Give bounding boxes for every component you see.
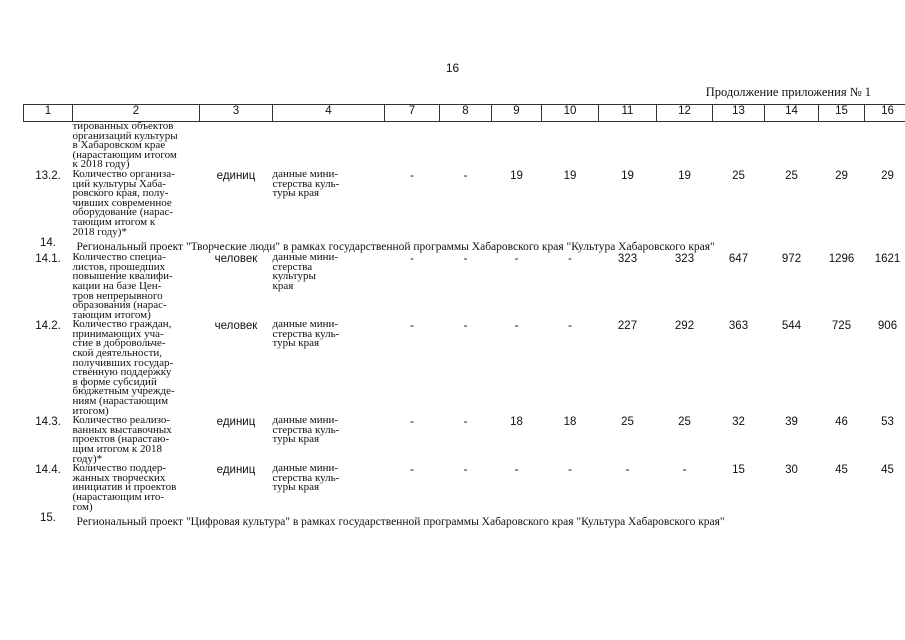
value-cell: - [463,416,468,429]
column-header-7: 7 [385,105,440,122]
text-line: Количество организа- [72,167,175,180]
value-cell: 25 [621,416,634,429]
column-header-11: 11 [599,105,657,122]
text-line: проектов (нарастаю- [72,433,170,446]
text-line: бюджетным учрежде- [72,385,175,398]
value-cell: - [625,464,630,477]
text-line: туры края [272,481,320,494]
value-cell: 32 [732,416,745,429]
text-line: туры края [272,433,320,446]
row-index: 14.4. [35,464,61,477]
text-line: стерства [272,260,313,273]
indicators-table [23,104,905,528]
text-line: ванных выставочных [72,423,172,436]
row-index: 13.2. [35,169,61,182]
value-cell: 323 [617,253,638,266]
value-cell: 25 [785,169,798,182]
page-number: 16 [445,61,460,75]
value-cell: 323 [674,253,695,266]
text-line: (нарастающим ито- [72,490,165,503]
value-cell: - [514,464,519,477]
value-cell: 972 [781,253,802,266]
text-line: тированных объектов [72,120,174,132]
text-line: края [272,279,294,292]
value-cell: 227 [617,320,638,333]
column-header-9: 9 [492,105,542,122]
text-line: повышение квалифи- [72,270,173,283]
value-cell: 15 [732,464,745,477]
value-cell: 906 [877,320,898,333]
text-line: стерства куль- [272,327,340,340]
source-cell [273,253,385,320]
text-line: в форме субсидий [72,375,157,388]
text-line: кации на базе Цен- [72,279,162,292]
value-cell: 25 [732,169,745,182]
indicator-name [73,253,200,320]
text-line: Количество поддер- [72,462,167,475]
row-index: 14.2. [35,320,61,333]
text-line: к 2018 году) [72,158,130,171]
value-cell: 46 [835,416,848,429]
value-cell: 29 [835,169,848,182]
value-cell: - [410,320,414,333]
text-line: листов, прошедших [72,260,166,273]
value-cell: 45 [881,464,894,477]
text-line: принимающих уча- [72,327,164,340]
text-line: данные мини- [272,462,339,475]
row-index: 14.3. [35,416,61,429]
text-line: данные мини- [272,414,339,427]
text-line: инициатив и проектов [72,481,177,494]
indicator-row [24,170,905,237]
value-cell: - [682,464,687,477]
value-cell: 544 [781,320,802,333]
text-line: данные мини- [272,318,339,331]
value-cell: - [568,464,572,477]
unit-cell: человек [214,320,258,333]
value-cell: - [568,253,572,266]
value-cell: 725 [831,320,852,333]
text-line: тров непрерывного [72,289,163,302]
value-cell: - [514,253,519,266]
value-cell: - [463,320,468,333]
value-cell: 53 [881,416,894,429]
value-cell: 363 [728,320,749,333]
value-cell: - [463,464,468,477]
column-header-3: 3 [200,105,273,122]
value-cell: - [410,464,414,477]
text-line: данные мини- [272,167,339,180]
indicator-row [24,253,905,320]
text-line: щим итогом к 2018 [72,443,162,455]
row-index: 14.1. [35,253,61,266]
value-cell: - [463,253,468,266]
indicator-name [73,464,200,512]
text-line: году)* [72,452,103,465]
unit-cell: единиц [216,416,256,429]
text-line: тающим итогом к [72,215,156,228]
text-line: туры края [272,187,320,200]
value-cell: - [463,169,468,182]
text-line: образования (нарас- [72,299,167,312]
indicator-row [24,464,905,512]
source-cell [273,416,385,464]
text-line: тающим итогом) [72,308,151,321]
text-line: ровского края, полу- [72,187,169,200]
text-line: Количество специа- [72,251,166,264]
value-cell: - [514,320,519,333]
text-line: Количество реализо- [72,414,171,427]
project-title: Региональный проект "Цифровая культура" в рамках государственной программы Хабаровского края "Культура Хабаровского края" [76,516,725,529]
text-line: оборудование (нарас- [72,206,174,219]
row-index: 14. [40,237,56,250]
value-cell: 19 [563,169,577,182]
table-header-row [24,105,905,122]
value-cell: 647 [728,253,749,266]
text-line: стерства куль- [272,423,340,436]
indicator-row [24,320,905,416]
unit-cell: единиц [216,464,256,477]
text-line: данные мини- [272,251,339,264]
unit-cell: единиц [216,169,256,182]
continued-indicator-text [73,122,200,170]
text-line: в Хабаровском крае [72,139,166,152]
text-line: культуры [272,270,316,283]
text-line: стерства куль- [272,471,340,484]
column-header-13: 13 [713,105,765,122]
text-line: ций культуры Хаба- [72,177,166,190]
project-title: Региональный проект "Творческие люди" в рамках государственной программы Хабаровского края "Культура Хабаровского края" [76,241,715,254]
value-cell: 1621 [874,253,901,266]
text-line: (нарастающим итогом [72,148,177,161]
text-line: стие в добровольче- [72,337,166,350]
column-header-1: 1 [24,105,73,122]
source-cell [273,464,385,512]
text-line: чивших современное [72,196,172,209]
value-cell: 19 [678,169,691,182]
unit-cell: человек [214,253,258,266]
column-header-12: 12 [657,105,713,122]
value-cell: 30 [785,464,798,477]
column-header-16: 16 [865,105,905,122]
value-cell: 39 [785,416,798,429]
text-line: ской деятельности, [72,347,163,360]
value-cell: 19 [510,169,523,182]
value-cell: - [410,169,414,182]
source-cell [273,320,385,416]
value-cell: 29 [881,169,894,182]
text-line: жанных творческих [72,471,166,484]
indicator-name [73,320,200,416]
value-cell: 1296 [828,253,855,266]
continued-row [24,122,905,170]
value-cell: 25 [678,416,691,429]
value-cell: 18 [563,416,577,429]
text-line: Количество граждан, [72,318,172,331]
value-cell: - [410,416,414,429]
column-header-8: 8 [440,105,492,122]
text-line: ниям (нарастающим [72,395,169,408]
column-header-10: 10 [542,105,599,122]
appendix-continuation-label: Продолжение приложения № 1 [705,85,871,99]
indicator-name [72,167,200,238]
value-cell: 45 [835,464,848,477]
row-index: 15. [40,512,56,525]
indicator-name [73,416,200,464]
column-header-2: 2 [73,105,200,122]
text-line: итогом) [72,404,109,417]
source-cell [272,167,385,237]
value-cell: - [568,320,572,333]
indicator-row [24,416,905,464]
text-line: 2018 году)* [72,225,127,238]
project-row [24,512,905,528]
text-line: туры края [272,337,320,350]
text-line: получивших государ- [72,356,174,369]
text-line: гом) [72,500,93,513]
column-header-4: 4 [273,105,385,122]
text-line: стерства куль- [272,177,340,190]
value-cell: - [410,253,414,266]
value-cell: 18 [510,416,523,429]
value-cell: 292 [674,320,695,333]
text-line: организаций культуры [72,129,178,142]
column-header-14: 14 [765,105,819,122]
value-cell: 19 [621,169,634,182]
column-header-15: 15 [819,105,865,122]
text-line: ственную поддержку [72,366,172,379]
